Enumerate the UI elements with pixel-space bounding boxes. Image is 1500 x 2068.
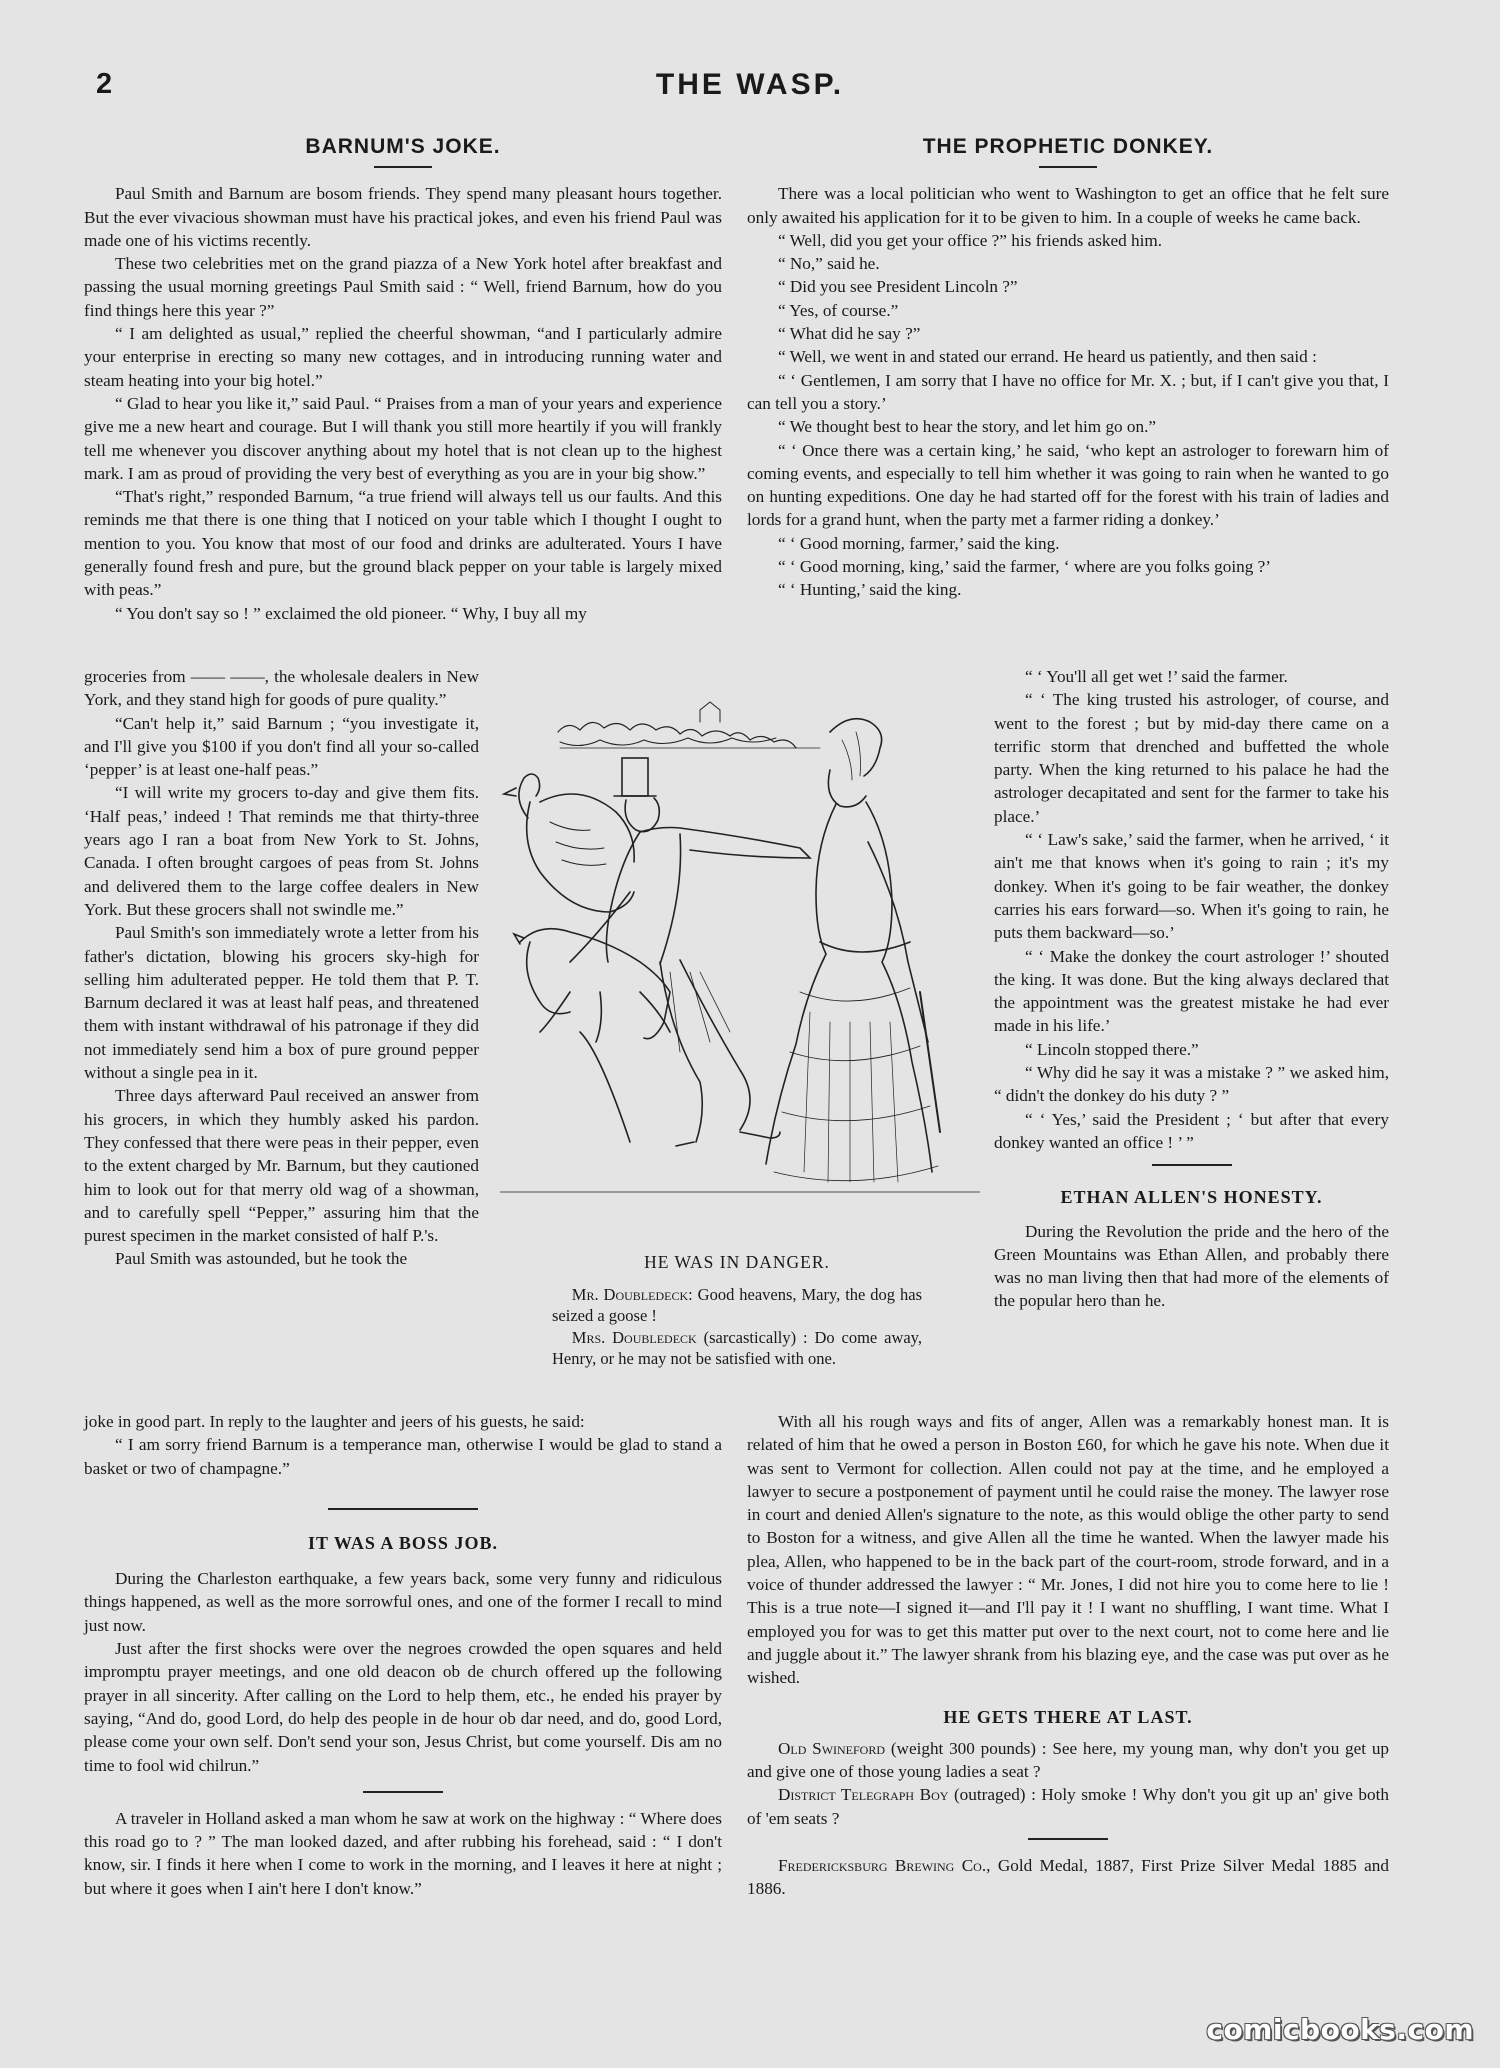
paragraph: “That's right,” responded Barnum, “a true friend will always tell us our faults. And this reminds me that there is one thing that I noticed on your table which I thought I ought to mention to you. You know that most of our food and drinks are adulterated. Yours I have generally found fresh and pure, but the ground black pepper on your table is largely mixed with peas.” (84, 487, 722, 600)
paragraph: “ Lincoln stopped there.” (1024, 1039, 1199, 1059)
dialogue-line (747, 1783, 1389, 1830)
paragraph: “ ‘ Gentlemen, I am sorry that I have no office for Mr. X. ; but, if I can't give you that, I can tell you a story.’ (747, 370, 1389, 413)
paragraph: Paul Smith and Barnum are bosom friends. They spend many pleasant hours together. But the ever vivacious showman must have his practical jokes, and even his friend Paul was made one of his victims recently. (84, 184, 722, 250)
dialogue-text: (outraged) : Holy smoke ! Why don't you git up an' give both of 'em seats ? (747, 1785, 1389, 1828)
right-lower-column (747, 1410, 1389, 1901)
caption-title: HE WAS IN DANGER. (644, 1252, 830, 1272)
donkey-article-top (747, 135, 1389, 602)
paragraph: “ ‘ Make the donkey the court astrologer !’ shouted the king. It was done. But the king always declared that the appointment was the greatest mistake he had ever made in his life.’ (994, 946, 1389, 1036)
caption-line (552, 1284, 922, 1327)
paragraph: Three days afterward Paul received an answer from his grocers, in which they humbly asked his pardon. They confessed that there were peas in their pepper, even to the extent charged by Mr. Barnum, but they cautioned him to look out for that merry old wag of a showman, and to carefully spell “Pepper,” assuring him that the purest specimen in the market consisted of half P.'s. (84, 1086, 479, 1246)
paper-title: THE WASP. (655, 68, 845, 101)
boss-title: IT WAS A BOSS JOB. (308, 1532, 498, 1553)
paragraph: “ Yes, of course.” (777, 300, 899, 320)
donkey-title: THE PROPHETIC DONKEY. (922, 135, 1214, 158)
paragraph: A traveler in Holland asked a man whom he saw at work on the highway : “ Where does this road go to ? ” The man looked dazed, and after rubbing his forehead, said : “ I don't know, sir. I finds it here when I come to work in the morning, and I leaves it here at night ; but where it goes when I ain't here I don't know.” (84, 1808, 722, 1898)
left-lower-column (84, 1410, 722, 1900)
paragraph: “ No,” said he. (777, 254, 880, 274)
paragraph: “I will write my grocers to-day and give them fits. ‘Half peas,’ indeed ! That reminds me that thirty-three years ago I ran a boat from New York to St. Johns, Canada. I often brought cargoes of peas from St. Johns and delivered them to the large coffee dealers in New York. But these grocers shall not swindle me.” (84, 783, 479, 919)
paragraph: “ ‘ Yes,’ said the President ; ‘ but after that every donkey wanted an office ! ’ ” (994, 1109, 1389, 1152)
paragraph: “ We thought best to hear the story, and let him go on.” (777, 417, 1157, 437)
paragraph: “ ‘ You'll all get wet !’ said the farmer. (1024, 667, 1288, 686)
speaker-name: Old Swineford (777, 1738, 886, 1758)
illustration-dog-goose-couple (500, 692, 980, 1212)
ad-company: Fredericksburg Brewing Co., (777, 1856, 991, 1876)
masthead (0, 68, 1500, 108)
speaker-name: Mrs. Doubledeck (571, 1327, 697, 1347)
dialogue-text: (weight 300 pounds) : See here, my young man, why don't you get up and give one of those young ladies a seat ? (747, 1738, 1390, 1782)
paragraph: joke in good part. In reply to the laughter and jeers of his guests, he said: (84, 1412, 585, 1431)
donkey-article-narrow (994, 665, 1389, 1313)
paragraph: “ I am delighted as usual,” replied the cheerful showman, “and I particularly admire your enterprise in erecting so many new cottages, and in introducing running water and steam heating into your big hotel.” (84, 324, 722, 390)
paragraph: “ I am sorry friend Barnum is a temperance man, otherwise I would be glad to stand a basket or two of champagne.” (84, 1435, 722, 1478)
page-number: 2 (96, 68, 113, 100)
paragraph: “ Well, did you get your office ?” his friends asked him. (777, 230, 1163, 250)
paragraph: Just after the first shocks were over the negroes crowded the open squares and held impromptu prayer meetings, and one old deacon ob de church offered up the following prayer in all sincerity. After calling on the Lord to help them, etc., he ended his prayer by saying, “And do, good Lord, do help des people in de hour ob dar need, and do, good Lord, please come your own self. Don't send your son, Jesus Christ, but come yourself. Dis am no time to fool wid chilrun.” (84, 1639, 722, 1775)
paragraph: “ You don't say so ! ” exclaimed the old pioneer. “ Why, I buy all my (114, 603, 587, 623)
paragraph: “ ‘ Once there was a certain king,’ he said, ‘who kept an astrologer to forewarn him of coming events, and especially to tell him whether it was going to rain when he wanted to go on hunting expeditions. One day he had started off for the forest with his train of ladies and lords for a grand hunt, when the party met a farmer riding a donkey.’ (747, 440, 1389, 530)
paragraph: “ ‘ Good morning, farmer,’ said the king. (777, 533, 1060, 553)
paragraph: “ ‘ Hunting,’ said the king. (777, 580, 962, 600)
paragraph: During the Revolution the pride and the hero of the Green Mountains was Ethan Allen, and probably there was no man living then that had more of the elements of the popular hero than he. (994, 1221, 1389, 1311)
speaker-name: District Telegraph Boy (777, 1785, 949, 1805)
paragraph: These two celebrities met on the grand piazza of a New York hotel after breakfast and passing the usual morning greetings Paul Smith said : “ Well, friend Barnum, how do you find things here this year ?” (84, 254, 722, 320)
ethan-title: ETHAN ALLEN'S HONESTY. (1060, 1187, 1323, 1208)
paragraph: “ What did he say ?” (777, 324, 921, 344)
divider (374, 166, 432, 168)
caption-line (552, 1327, 922, 1370)
paragraph: “ Well, we went in and stated our errand. He heard us patiently, and then said : (777, 347, 1317, 367)
paragraph: With all his rough ways and fits of anger, Allen was a remarkably honest man. It is related of him that he owed a person in Boston £60, for which he gave his note. When due it was sent to Vermont for collection. Allen could not pay at the time, and he employed a lawyer to secure a postponement of payment until he could raise the money. The lawyer rose in court and denied Allen's signature to the note, as this would oblige the other party to send to Boston for a witness, and give Allen all the time he wanted. When the lawyer made his plea, Allen, who happened to be in the back part of the court-room, strode forward, and in a voice of thunder addressed the lawyer : “ Mr. Jones, I did not hire you to come here to lie ! This is a true note—I signed it—and I'll pay it ! I want no shuffling, I want time. What I employed you for was to get this matter put over to the next court, not to come here and lie and juggle about it.” The lawyer shrank from his blazing eye, and the case was put over as he wished. (747, 1412, 1389, 1688)
caption-text: Good heavens, Mary, the dog has seized a goose ! (552, 1284, 922, 1325)
illustration-caption (552, 1252, 922, 1370)
paragraph: “Can't help it,” said Barnum ; “you investigate it, and I'll give you $100 if you don't find all your so-called ‘pepper’ is at least one-half peas.” (84, 713, 479, 780)
divider (1039, 166, 1097, 168)
there-title: HE GETS THERE AT LAST. (943, 1706, 1193, 1727)
paragraph: “ Why did he say it was a mistake ? ” we asked him, “ didn't the donkey do his duty ? ” (994, 1063, 1389, 1106)
paragraph: “ ‘ Good morning, king,’ said the farmer, ‘ where are you folks going ?’ (777, 557, 1271, 577)
paragraph: “ Did you see President Lincoln ?” (777, 277, 1018, 297)
paragraph: During the Charleston earthquake, a few years back, some very funny and ridiculous things happened, as well as the more sorrowful ones, and one of the former I recall to mind just now. (84, 1569, 722, 1635)
barnum-title: BARNUM'S JOKE. (305, 135, 501, 158)
paragraph: Paul Smith was astounded, but he took the (114, 1249, 408, 1269)
watermark: comicbooks.com (1206, 2013, 1474, 2046)
paragraph: There was a local politician who went to Washington to get an office that he felt sure only awaited his application for it to be given to him. In a couple of weeks he came back. (747, 184, 1389, 227)
paragraph: “ ‘ The king trusted his astrologer, of course, and went to the forest ; but by mid-day there came on a terrific storm that drenched and buffetted the whole party. When the king returned to his palace he had the astrologer decapitated and sent for the farmer to take his place.’ (994, 690, 1389, 826)
paragraph: “ Glad to hear you like it,” said Paul. “ Praises from a man of your years and experience give me a new heart and courage. But I will thank you still more heartily if you will frankly tell me whenever you discover anything about my hotel that is not clean up to the highest mark. I am as proud of providing the very best of everything as you are in your big show.” (84, 393, 722, 483)
barnum-article-narrow (84, 665, 479, 1271)
speaker-name: Mr. Doubledeck: (571, 1284, 693, 1304)
ad-text: Gold Medal, 1887, First Prize Silver Medal 1885 and 1886. (747, 1856, 1389, 1899)
paragraph: Paul Smith's son immediately wrote a letter from his father's dictation, blowing his grocers sky-high for selling him adulterated pepper. He told them that P. T. Barnum declared it was at least half peas, and threatened them with instant withdrawal of his patronage if they did not immediately send him a box of pure ground pepper without a single pea in it. (84, 923, 479, 1083)
paragraph: groceries from —— ——, the wholesale dealers in New York, and they stand high for goods of pure quality.” (84, 667, 479, 710)
dialogue-line (747, 1737, 1389, 1784)
caption-text: (sarcastically) : Do come away, Henry, or he may not be satisfied with one. (552, 1327, 922, 1368)
barnum-article-top (84, 135, 722, 625)
advertisement (747, 1854, 1389, 1901)
paragraph: “ ‘ Law's sake,’ said the farmer, when he arrived, ‘ it ain't me that knows when it's going to rain ; it's my donkey. When it's going to be fair weather, the donkey carries his ears forward—so. When it's going to rain, he puts them backward—so.’ (994, 830, 1389, 943)
